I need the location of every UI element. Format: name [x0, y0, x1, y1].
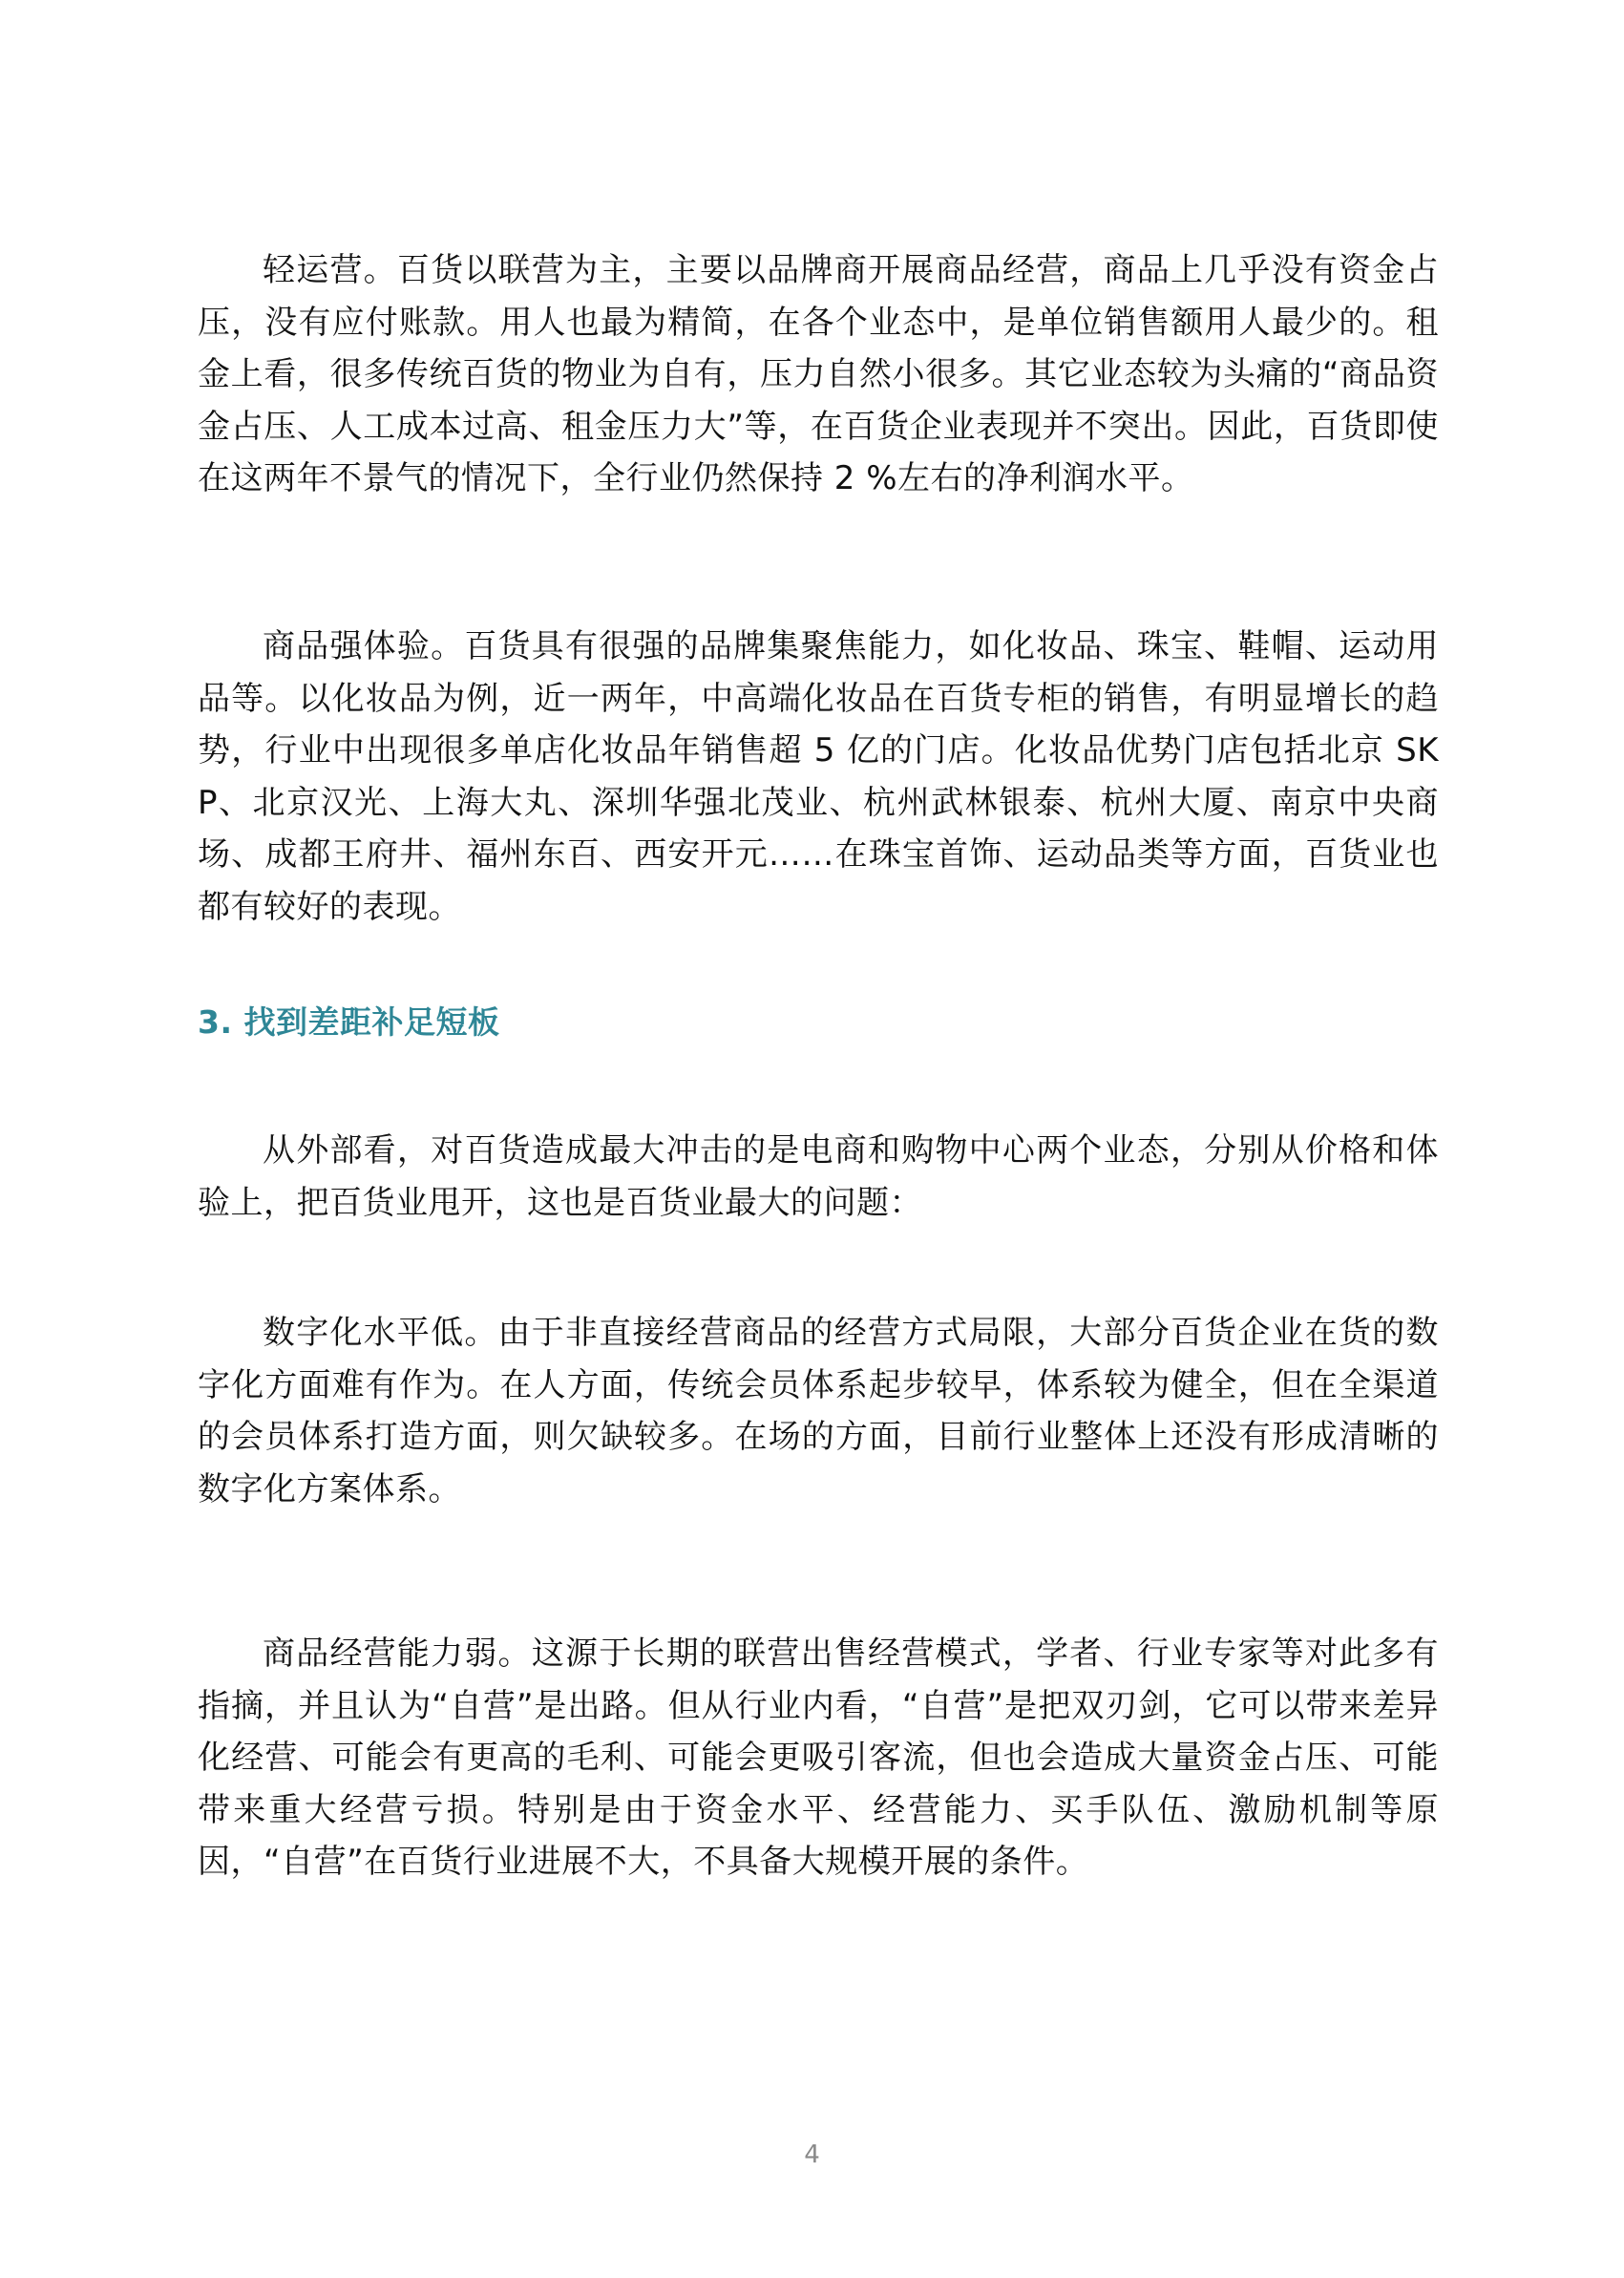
paragraph-digitalization: 数字化水平低。由于非直接经营商品的经营方式局限，大部分百货企业在货的数字化方面难有作为。在人方面，传统会员体系起步较早，体系较为健全，但在全渠道的会员体系打造方面，则欠缺较多。在场的方面，目前行业整体上还没有形成清晰的数字化方案体系。	[198, 1314, 1439, 1508]
paragraph-product-experience: 商品强体验。百货具有很强的品牌集聚焦能力，如化妆品、珠宝、鞋帽、运动用品等。以化妆品为例，近一两年，中高端化妆品在百货专柜的销售，有明显增长的趋势，行业中出现很多单店化妆品年销售超 5 亿的门店。化妆品优势门店包括北京 SKP、北京汉光、上海大丸、深圳华强北茂业、杭州武林银泰、杭州大厦、南京中央商场、成都王府井、福州东百、西安开元……在珠宝首饰、运动品类等方面，百货业也都有较好的表现。	[198, 627, 1439, 926]
paragraph-light-operation: 轻运营。百货以联营为主，主要以品牌商开展商品经营，商品上几乎没有资金占压，没有应付账款。用人也最为精简，在各个业态中，是单位销售额用人最少的。租金上看，很多传统百货的物业为自有，压力自然小很多。其它业态较为头痛的“商品资金占压、人工成本过高、租金压力大”等，在百货企业表现并不突出。因此，百货即使在这两年不景气的情况下，全行业仍然保持 2 %左右的净利润水平。	[198, 251, 1439, 497]
section-heading: 3. 找到差距补足短板	[198, 1003, 500, 1041]
paragraph-external-view: 从外部看，对百货造成最大冲击的是电商和购物中心两个业态，分别从价格和体验上，把百货业甩开，这也是百货业最大的问题：	[198, 1131, 1439, 1222]
page-number: 4	[804, 2141, 820, 2169]
paragraph-merchandising: 商品经营能力弱。这源于长期的联营出售经营模式，学者、行业专家等对此多有指摘，并且认为“自营”是出路。但从行业内看，“自营”是把双刃剑，它可以带来差异化经营、可能会有更高的毛利、可能会更吸引客流，但也会造成大量资金占压、可能带来重大经营亏损。特别是由于资金水平、经营能力、买手队伍、激励机制等原因，“自营”在百货行业进展不大，不具备大规模开展的条件。	[198, 1635, 1439, 1881]
